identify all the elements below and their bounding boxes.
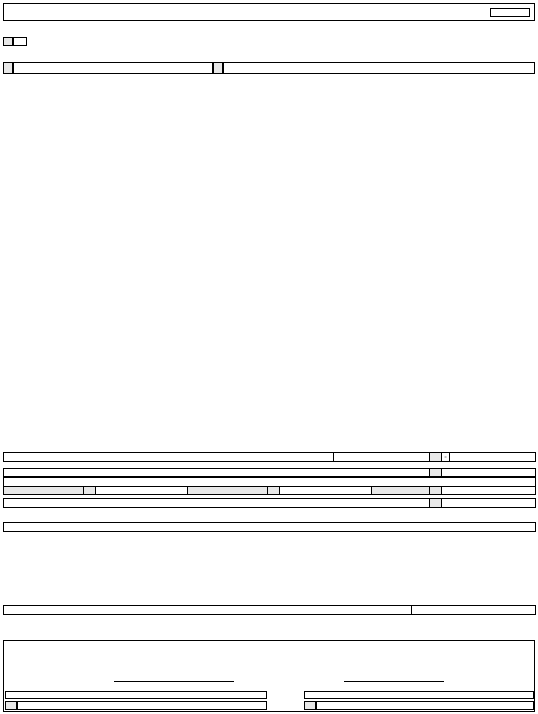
ruc-field[interactable] <box>13 62 213 74</box>
payment-title <box>4 523 536 532</box>
cut-row <box>4 499 536 508</box>
footer-section <box>3 640 535 712</box>
declaration-id-section <box>3 30 535 46</box>
prev-pay-field[interactable] <box>442 468 536 477</box>
ruc-code <box>3 62 13 74</box>
impuesto-code <box>268 486 280 495</box>
imputation-title <box>4 478 536 487</box>
interes-field[interactable] <box>96 486 188 495</box>
interes-code <box>84 486 96 495</box>
month-label <box>13 37 27 46</box>
prev-pay-row <box>4 468 536 477</box>
total-label <box>4 453 334 462</box>
imputation-table <box>3 477 536 495</box>
cartular-title <box>4 606 412 615</box>
prev-pay-label <box>4 468 430 477</box>
interes-label <box>4 486 84 495</box>
form-number-box <box>487 4 534 20</box>
form-title <box>102 4 487 20</box>
cut-code <box>430 499 442 508</box>
multa-label <box>372 486 430 495</box>
imputation-row <box>4 486 536 495</box>
credit-notes-section <box>3 605 535 614</box>
credit-notes-table <box>3 605 536 614</box>
total-row: = <box>4 453 536 462</box>
form-header <box>3 3 535 21</box>
totals-table <box>3 452 536 462</box>
total-code <box>430 453 442 462</box>
prev-pay-table <box>3 468 536 478</box>
name-left-field[interactable] <box>5 691 267 699</box>
multa-code <box>430 486 442 495</box>
multa-field[interactable] <box>442 486 536 495</box>
id-field[interactable] <box>17 701 267 710</box>
taxpayer-section <box>3 60 535 74</box>
name-code <box>213 62 223 74</box>
period-row <box>3 37 535 46</box>
impuesto-label <box>188 486 268 495</box>
campos-label <box>334 453 430 462</box>
name-field[interactable] <box>223 62 535 74</box>
payment-section <box>3 522 535 532</box>
form-number-field[interactable] <box>490 8 530 17</box>
id-code <box>5 701 17 710</box>
sign-right <box>344 681 444 683</box>
cut-field[interactable] <box>442 499 536 508</box>
cut-label <box>4 499 430 508</box>
impuesto-field[interactable] <box>280 486 372 495</box>
sri-logo <box>4 4 32 20</box>
total-field[interactable] <box>450 453 536 462</box>
name-right-field[interactable] <box>304 691 534 699</box>
cut-table <box>3 498 536 508</box>
ruc-footer-field[interactable] <box>316 701 534 710</box>
sign-left <box>114 681 234 683</box>
month-code <box>3 37 13 46</box>
desmat-title <box>412 606 536 615</box>
prev-pay-code <box>430 468 442 477</box>
form-id <box>32 4 102 20</box>
payment-table <box>3 522 536 532</box>
ruc-footer-code <box>304 701 316 710</box>
totals-section <box>3 452 535 508</box>
